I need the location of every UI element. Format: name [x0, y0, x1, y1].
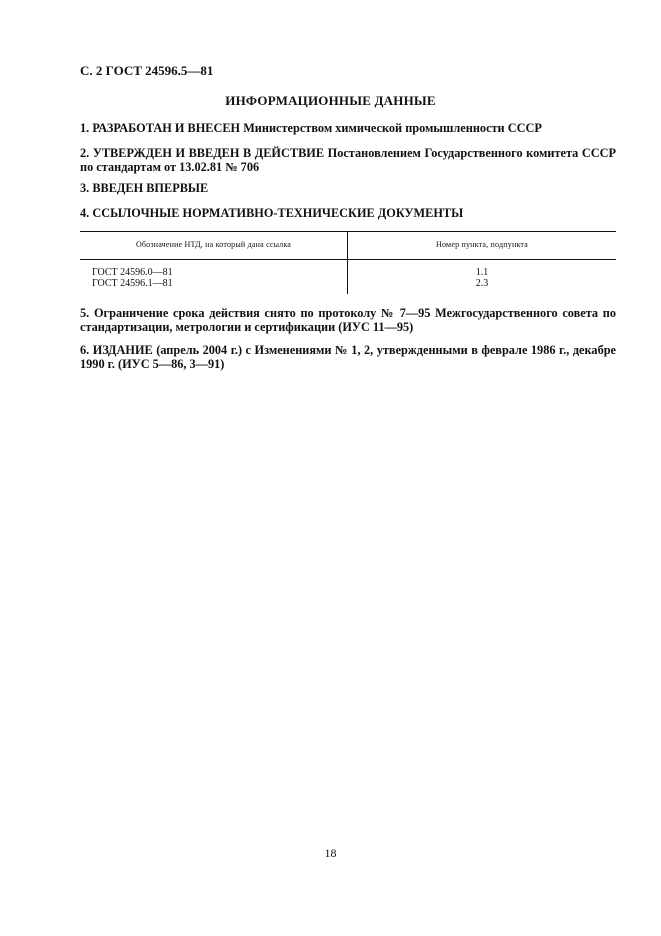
page-number: 18 — [324, 846, 337, 860]
info-item-2 — [80, 146, 616, 174]
info-item-5 — [80, 306, 616, 334]
references-table — [80, 231, 616, 294]
section-title: ИНФОРМАЦИОННЫЕ ДАННЫЕ — [225, 93, 436, 108]
item-number: 4. — [80, 206, 90, 220]
info-item-1 — [80, 121, 616, 135]
table-column-clauses — [348, 267, 616, 289]
item-text: Министерством химической промышленности СССР — [243, 121, 542, 135]
item-lead: ССЫЛОЧНЫЕ НОРМАТИВНО-ТЕХНИЧЕСКИЕ ДОКУМЕНТЫ — [92, 206, 464, 220]
info-item-3 — [80, 181, 616, 195]
table-header-document: Обозначение НТД, на который дана ссылка — [135, 240, 292, 249]
table-cell-document: ГОСТ 24596.1—81 — [92, 278, 173, 289]
table-header-rule — [80, 259, 616, 260]
info-item-4 — [80, 206, 616, 220]
item-number: 3. — [80, 181, 90, 195]
item-lead: РАЗРАБОТАН И ВНЕСЕН — [92, 121, 241, 135]
info-item-6 — [80, 343, 616, 371]
table-column-documents — [92, 267, 173, 289]
table-cell-clause: 2.3 — [475, 278, 489, 289]
table-top-rule — [80, 231, 616, 232]
item-lead: Ограничение срока действия снято по протоколу № 7—95 Межгосударственного совета по стандартизации, метрологии и сертификации (ИУС 11—95) — [80, 306, 617, 334]
item-text: Постановлением Государственного комитета СССР по стандартам от 13.02.81 № 706 — [80, 146, 617, 174]
item-lead: УТВЕРЖДЕН И ВВЕДЕН В ДЕЙСТВИЕ — [92, 146, 325, 160]
table-cell-clause: 1.1 — [475, 267, 489, 278]
table-header-clause: Номер пункта, подпункта — [436, 240, 528, 249]
item-number: 1. — [80, 121, 90, 135]
item-lead: ИЗДАНИЕ (апрель 2004 г.) с Изменениями № 1, 2, утвержденными в феврале 1986 г., декабре 1990 г. (ИУС 5—86, 3—91) — [80, 343, 617, 371]
table-cell-document: ГОСТ 24596.0—81 — [92, 267, 173, 278]
item-number: 2. — [80, 146, 90, 160]
item-lead: ВВЕДЕН ВПЕРВЫЕ — [92, 181, 209, 195]
page-header: С. 2 ГОСТ 24596.5—81 — [80, 63, 214, 78]
item-number: 5. — [80, 306, 90, 320]
item-number: 6. — [80, 343, 90, 357]
